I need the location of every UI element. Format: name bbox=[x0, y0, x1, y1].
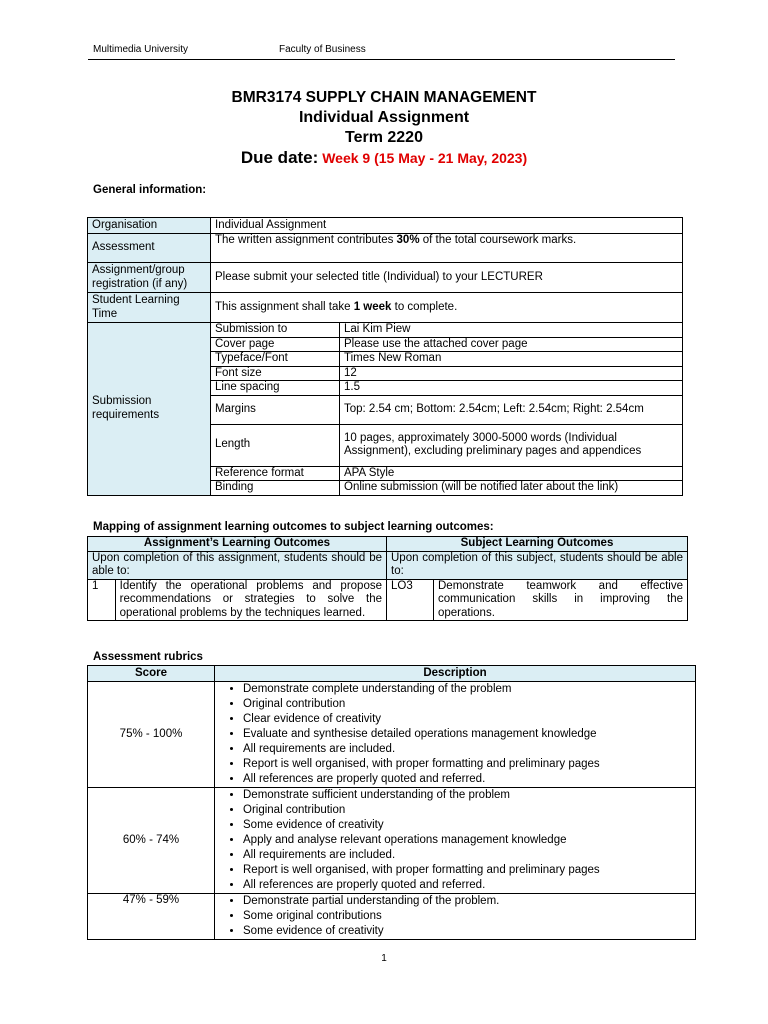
submission-value: 10 pages, approximately 3000-5000 words (Individual Assignment), excluding preliminary pages and appendices bbox=[340, 424, 683, 466]
mapping-intro-subject: Upon completion of this subject, students should be able to: bbox=[387, 551, 688, 579]
table-row bbox=[88, 263, 683, 293]
due-date-label: Due date: bbox=[240, 148, 319, 167]
course-title: BMR3174 SUPPLY CHAIN MANAGEMENT bbox=[231, 89, 537, 106]
rubric-item: • Clear evidence of creativity bbox=[243, 712, 691, 727]
rubric-item: • Report is well organised, with proper formatting and preliminary pages bbox=[243, 863, 691, 878]
submission-value: Top: 2.54 cm; Bottom: 2.54cm; Left: 2.54cm; Right: 2.54cm bbox=[340, 395, 683, 424]
header-university: Multimedia University bbox=[93, 44, 189, 55]
rubric-score: 75% - 100% bbox=[88, 682, 215, 788]
general-info-heading: General information: bbox=[93, 184, 207, 196]
rubric-item: • Evaluate and synthesise detailed operations management knowledge bbox=[243, 727, 691, 742]
slt-label: Student Learning Time bbox=[88, 293, 211, 323]
mapping-col-assignment: Assignment’s Learning Outcomes bbox=[88, 537, 387, 552]
rubric-item: • Demonstrate complete understanding of the problem bbox=[243, 682, 691, 697]
submission-value: Please use the attached cover page bbox=[340, 337, 683, 352]
rubric-list bbox=[219, 788, 691, 893]
rubric-item: • Original contribution bbox=[243, 803, 691, 818]
assessment-weight: 30% bbox=[396, 234, 420, 246]
rubric-item: • Some evidence of creativity bbox=[243, 924, 691, 939]
due-date bbox=[0, 148, 768, 168]
submission-key: Font size bbox=[211, 366, 340, 381]
rubric-item: • All references are properly quoted and referred. bbox=[243, 772, 691, 787]
assessment-value bbox=[211, 234, 683, 263]
rubrics-table bbox=[87, 665, 696, 940]
header-rule bbox=[88, 59, 675, 60]
mapping-row-lo: LO3 bbox=[387, 579, 434, 621]
submission-key: Margins bbox=[211, 395, 340, 424]
rubric-item: • Demonstrate sufficient understanding of the problem bbox=[243, 788, 691, 803]
page-number: 1 bbox=[381, 953, 387, 964]
assessment-text-end: of the total coursework marks. bbox=[419, 234, 577, 246]
rubric-score: 60% - 74% bbox=[88, 788, 215, 894]
slt-text: This assignment shall take bbox=[215, 300, 354, 313]
table-row bbox=[88, 666, 696, 682]
organisation-label: Organisation bbox=[88, 218, 211, 234]
table-row bbox=[88, 537, 688, 552]
rubric-item: • All requirements are included. bbox=[243, 848, 691, 863]
document-title bbox=[0, 88, 768, 168]
mapping-heading: Mapping of assignment learning outcomes to subject learning outcomes: bbox=[93, 521, 494, 533]
submission-value: Lai Kim Piew bbox=[340, 323, 683, 338]
mapping-table bbox=[87, 536, 688, 621]
rubrics-col-score: Score bbox=[88, 666, 215, 682]
submission-value: APA Style bbox=[340, 466, 683, 481]
table-row bbox=[88, 234, 683, 263]
table-row bbox=[88, 218, 683, 234]
header-faculty: Faculty of Business bbox=[279, 44, 366, 55]
submission-value: 12 bbox=[340, 366, 683, 381]
assignment-title: Individual Assignment bbox=[298, 109, 470, 126]
submission-key: Cover page bbox=[211, 337, 340, 352]
slt-duration: 1 week bbox=[353, 300, 392, 313]
registration-label: Assignment/group registration (if any) bbox=[88, 263, 211, 293]
mapping-intro-assignment: Upon completion of this assignment, students should be able to: bbox=[88, 551, 387, 579]
rubric-score: 47% - 59% bbox=[88, 894, 215, 940]
table-row bbox=[88, 894, 696, 940]
submission-value: 1.5 bbox=[340, 381, 683, 396]
mapping-col-subject: Subject Learning Outcomes bbox=[387, 537, 688, 552]
rubric-item: • Some evidence of creativity bbox=[243, 818, 691, 833]
general-info-table bbox=[87, 217, 683, 496]
rubric-item: • Apply and analyse relevant operations management knowledge bbox=[243, 833, 691, 848]
mapping-row-lo-text: Demonstrate teamwork and effective communication skills in improving the operations. bbox=[434, 579, 688, 621]
rubric-item: • Demonstrate partial understanding of the problem. bbox=[243, 894, 691, 909]
term-title: Term 2220 bbox=[345, 129, 423, 146]
submission-key: Length bbox=[211, 424, 340, 466]
rubric-description bbox=[215, 682, 696, 788]
rubrics-col-description: Description bbox=[215, 666, 696, 682]
mapping-row-outcome: Identify the operational problems and propose recommendations or strategies to solve the operational problems by the techniques learned. bbox=[115, 579, 386, 621]
table-row bbox=[88, 323, 683, 338]
submission-label: Submission requirements bbox=[88, 323, 211, 496]
registration-value: Please submit your selected title (Individual) to your LECTURER bbox=[211, 263, 683, 293]
rubric-list bbox=[219, 682, 691, 787]
table-row bbox=[88, 788, 696, 894]
assessment-text: The written assignment contributes bbox=[215, 234, 397, 246]
submission-key: Submission to bbox=[211, 323, 340, 338]
submission-key: Binding bbox=[211, 481, 340, 496]
mapping-row-number: 1 bbox=[88, 579, 116, 621]
submission-key: Reference format bbox=[211, 466, 340, 481]
rubric-item: • Report is well organised, with proper formatting and preliminary pages bbox=[243, 757, 691, 772]
rubric-description bbox=[215, 894, 696, 940]
submission-value: Online submission (will be notified later about the link) bbox=[340, 481, 683, 496]
rubric-item: • All references are properly quoted and referred. bbox=[243, 878, 691, 893]
slt-value bbox=[211, 293, 683, 323]
submission-value: Times New Roman bbox=[340, 352, 683, 367]
rubric-item: • Some original contributions bbox=[243, 909, 691, 924]
due-date-value: Week 9 (15 May - 21 May, 2023) bbox=[318, 150, 528, 166]
rubric-item: • All requirements are included. bbox=[243, 742, 691, 757]
submission-key: Line spacing bbox=[211, 381, 340, 396]
slt-text-end: to complete. bbox=[391, 300, 458, 313]
table-row bbox=[88, 293, 683, 323]
table-row bbox=[88, 682, 696, 788]
rubric-list bbox=[219, 894, 691, 939]
rubric-description bbox=[215, 788, 696, 894]
table-row bbox=[88, 551, 688, 579]
table-row bbox=[88, 579, 688, 621]
assessment-label: Assessment bbox=[88, 234, 211, 263]
rubrics-heading: Assessment rubrics bbox=[93, 651, 203, 663]
submission-key: Typeface/Font bbox=[211, 352, 340, 367]
rubric-item: • Original contribution bbox=[243, 697, 691, 712]
organisation-value: Individual Assignment bbox=[211, 218, 683, 234]
